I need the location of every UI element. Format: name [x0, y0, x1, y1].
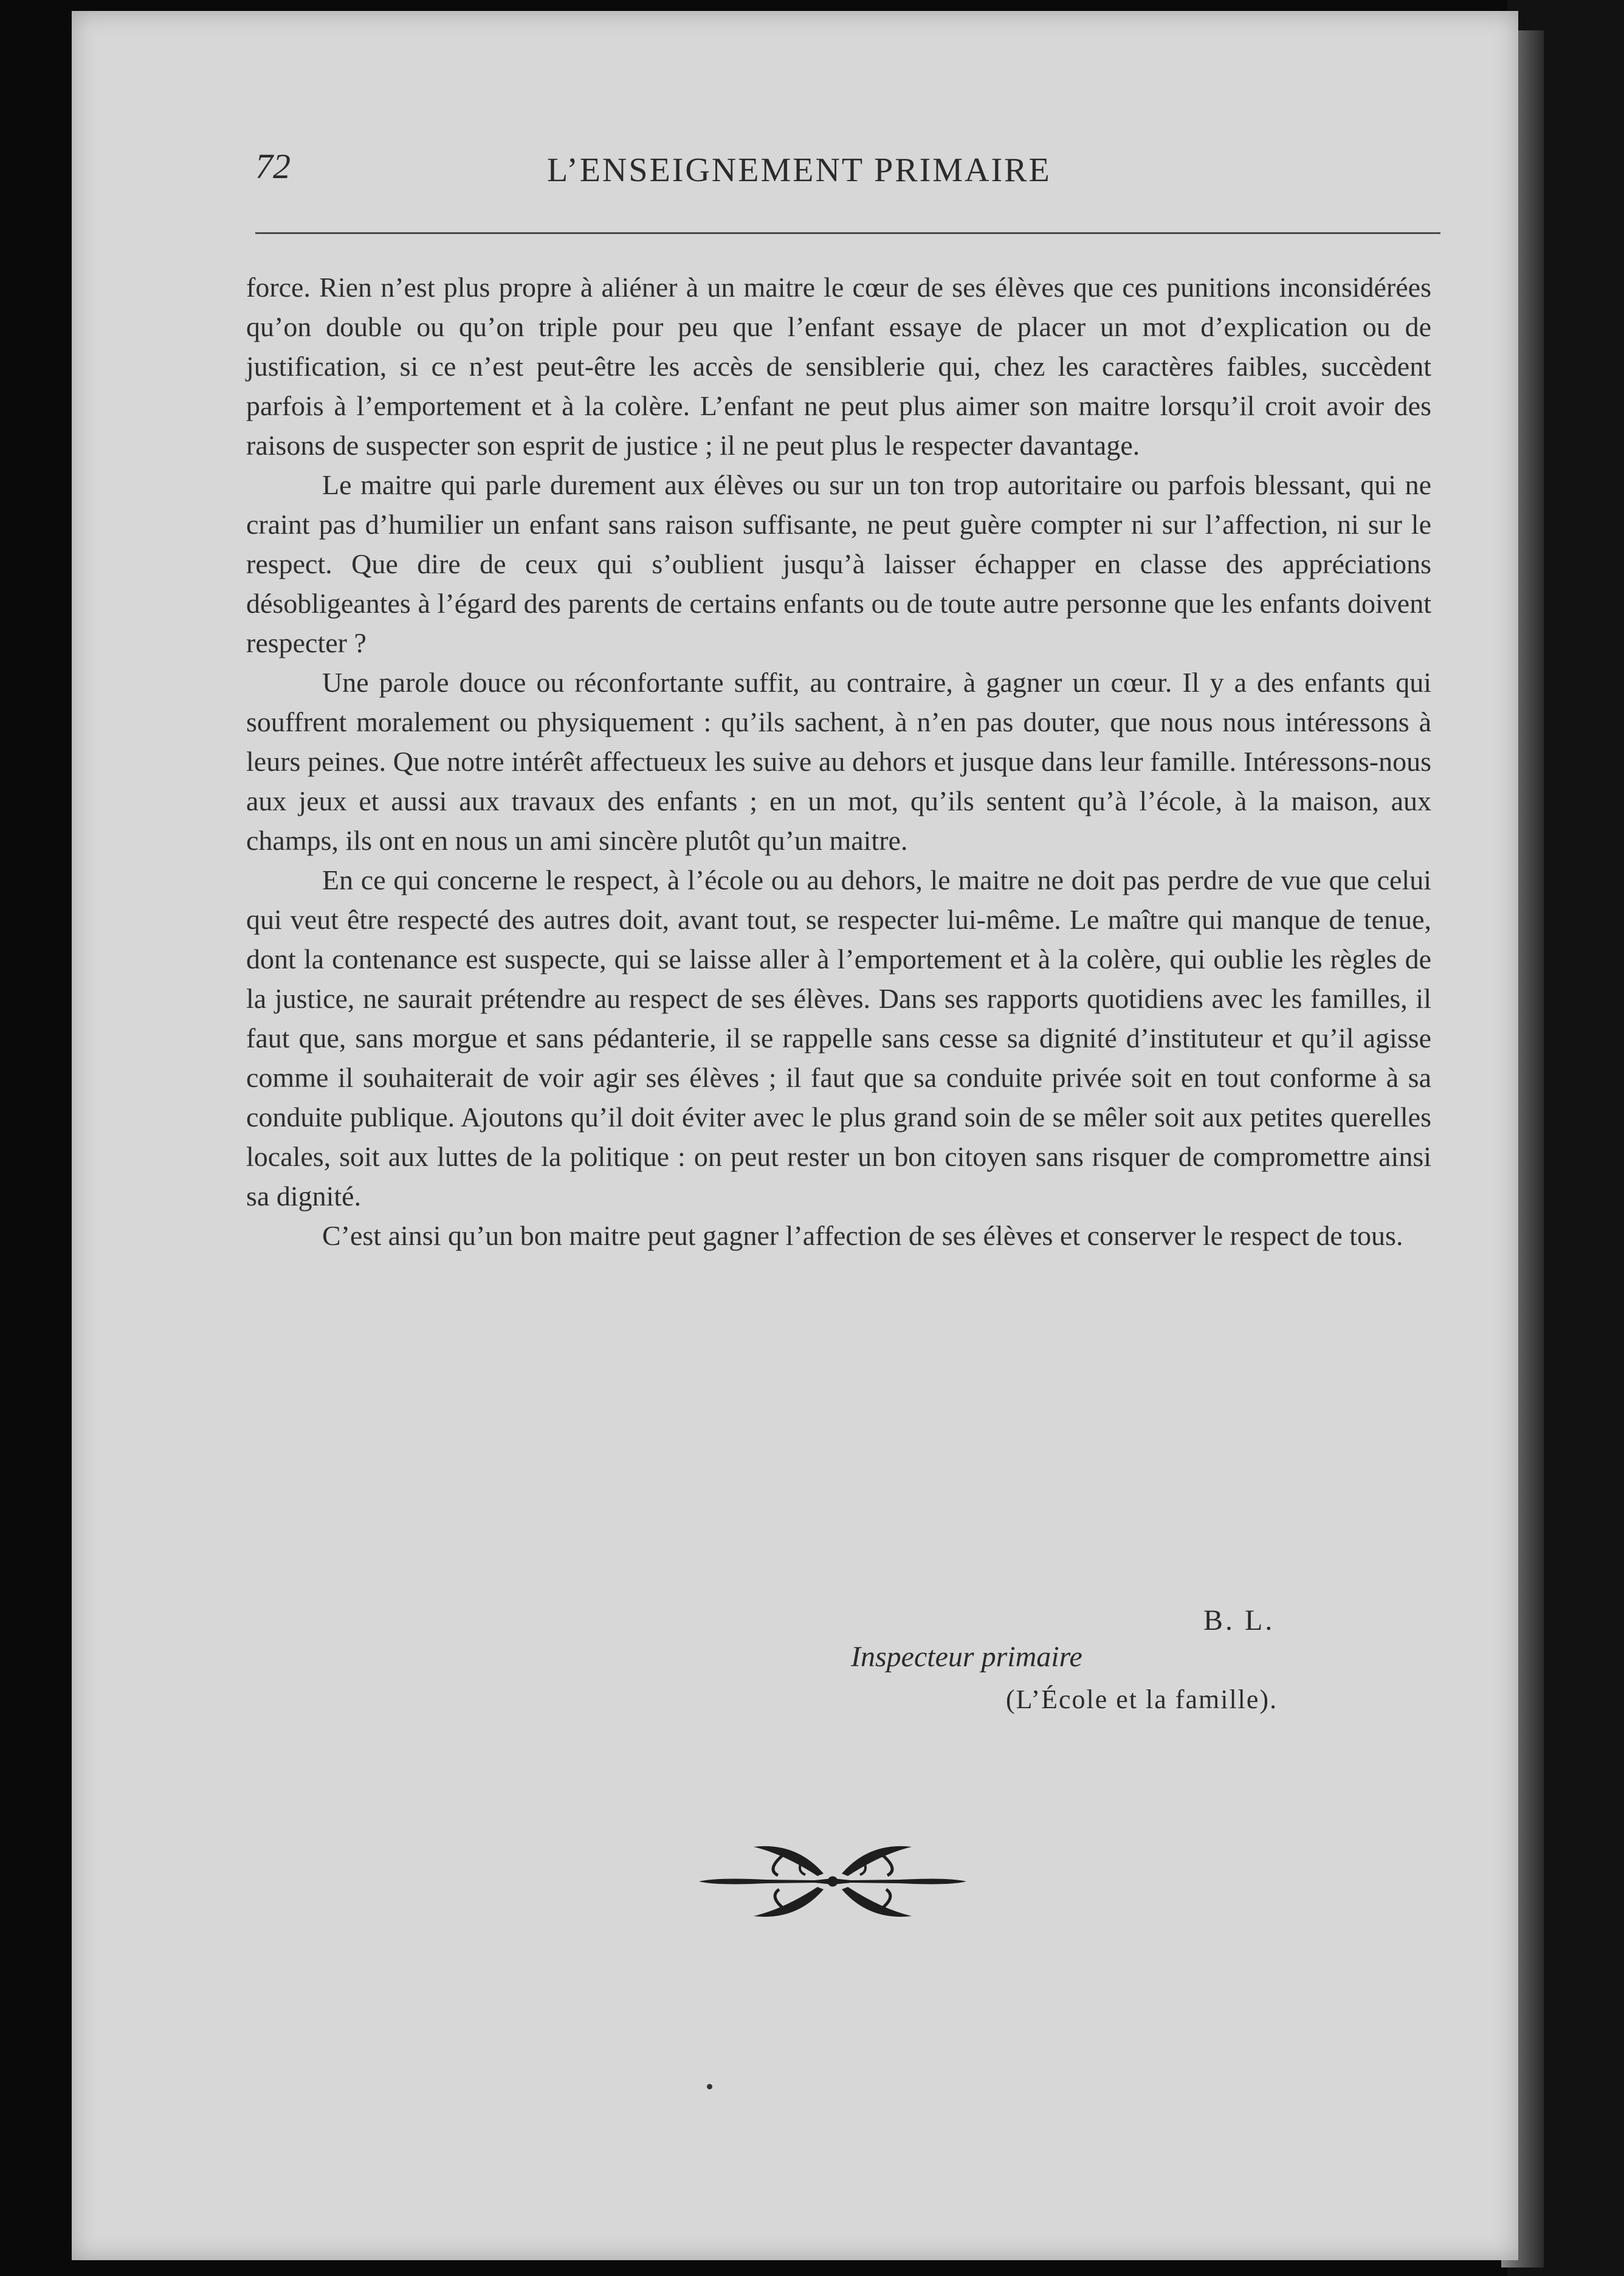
author-initials: B. L.: [1203, 1604, 1275, 1636]
paragraph: force. Rien n’est plus propre à aliéner à un maitre le cœur de ses élèves que ces punitions inconsidérées qu’on double ou qu’on triple pour peu que l’enfant essaye de placer un mot d’explication ou de justification, si ce n’est peut-être les accès de sensiblerie qui, chez les caractères faibles, succèdent parfois à l’emportement et à la colère. L’enfant ne peut plus aimer son maitre lorsqu’il croit avoir des raisons de suspecter son esprit de justice ; il ne peut plus le respecter davantage.: [246, 272, 1431, 461]
ornament-fleuron-icon: [693, 1836, 972, 1927]
article-body: [246, 267, 1431, 1255]
page-number: 72: [255, 147, 291, 186]
running-head: L’ENSEIGNEMENT PRIMAIRE: [547, 151, 1051, 189]
page-speck: [707, 2084, 712, 2089]
paragraph: Le maitre qui parle durement aux élèves ou sur un ton trop autoritaire ou parfois blessant, qui ne craint pas d’humilier un enfant sans raison suffisante, ne peut guère compter ni sur l’affection, ni sur le respect. Que dire de ceux qui s’oublient jusqu’à laisser échapper en classe des appréciations désobligeantes à l’égard des parents de certains enfants ou de toute autre personne que les enfants doivent respecter ?: [246, 469, 1431, 658]
paragraph: En ce qui concerne le respect, à l’école ou au dehors, le maitre ne doit pas perdre de vue que celui qui veut être respecté des autres doit, avant tout, se respecter lui-même. Le maître qui manque de tenue, dont la contenance est suspecte, qui se laisse aller à l’emportement et à la colère, qui oublie les règles de la justice, ne saurait prétendre au respect de ses élèves. Dans ses rapports quotidiens avec les familles, il faut que, sans morgue et sans pédanterie, il se rappelle sans cesse sa dignité d’instituteur et qu’il agisse comme il souhaiterait de voir agir ses élèves ; il faut que sa conduite privée soit en tout conforme à sa conduite publique. Ajoutons qu’il doit éviter avec le plus grand soin de se mêler soit aux petites querelles locales, soit aux luttes de la politique : on peut rester un bon citoyen sans risquer de compromettre ainsi sa dignité.: [246, 864, 1431, 1212]
author-title: Inspecteur primaire: [851, 1641, 1082, 1673]
header-rule: [255, 232, 1440, 234]
source-citation: (L’École et la famille).: [1006, 1685, 1278, 1714]
paragraph: Une parole douce ou réconfortante suffit, au contraire, à gagner un cœur. Il y a des enfants qui souffrent moralement ou physiquement : qu’ils sachent, à n’en pas douter, que nous nous intéressons à leurs peines. Que notre intérêt affectueux les suive au dehors et jusque dans leur famille. Intéressons-nous aux jeux et aussi aux travaux des enfants ; en un mot, qu’ils sentent qu’à l’école, à la maison, aux champs, ils ont en nous un ami sincère plutôt qu’un maitre.: [246, 667, 1431, 856]
paragraph: C’est ainsi qu’un bon maitre peut gagner l’affection de ses élèves et conserver le respect de tous.: [322, 1220, 1403, 1251]
